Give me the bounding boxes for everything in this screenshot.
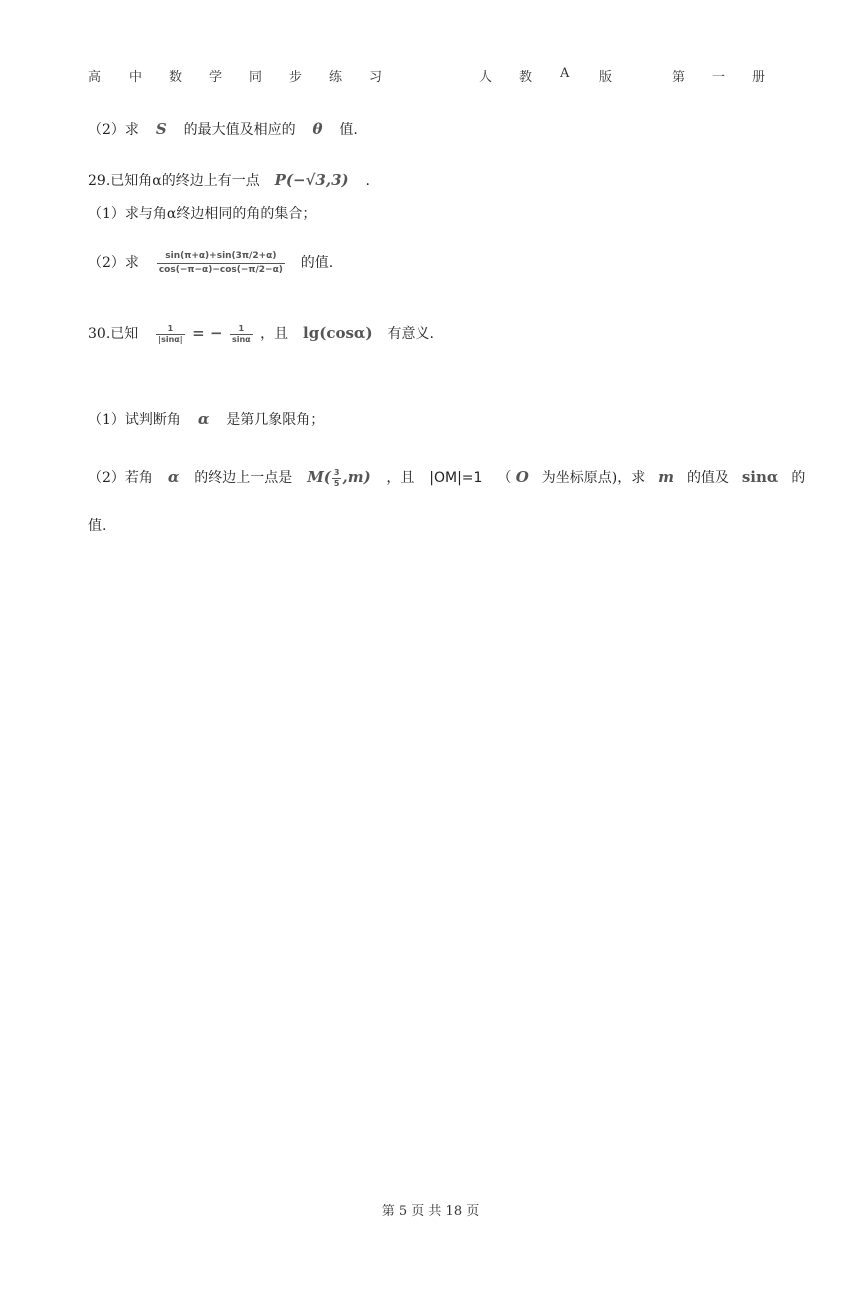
- q28-var-s: S: [155, 120, 167, 138]
- q30-part2-end2: 值.: [88, 518, 107, 534]
- header-char: 人: [479, 70, 493, 85]
- q30-eq-mid: = −: [192, 324, 223, 342]
- header-char: 中: [129, 70, 143, 85]
- q30-stem: [88, 315, 434, 352]
- header-char: 一: [712, 70, 726, 85]
- q30-stem-label: 30.已知: [88, 326, 139, 342]
- q30-part2-continued: [88, 516, 106, 536]
- q30-part2-mid1: 的终边上一点是: [194, 470, 293, 486]
- q29-stem: [88, 170, 370, 191]
- q29-part2: [88, 244, 333, 282]
- q30-right-den: sinα: [231, 334, 251, 344]
- q29-fraction-denominator: cos(−π−α)−cos(−π/2−α): [158, 264, 283, 275]
- q29-fraction: [157, 250, 285, 277]
- q30-point-tail: ,m): [342, 468, 371, 486]
- q30-part1: [88, 409, 324, 430]
- q30-part2-label: （2）若角: [88, 470, 153, 486]
- header-char: 数: [169, 70, 183, 85]
- q30-part1-label: （1）试判断角: [88, 412, 181, 428]
- q30-m-var: m: [658, 468, 675, 486]
- q30-right-fraction: [230, 324, 253, 345]
- header-char: 册: [752, 70, 766, 85]
- q30-stem-end: 有意义.: [387, 326, 434, 342]
- header-char: 习: [369, 70, 383, 85]
- q30-om-expr: |OM|=1: [429, 470, 483, 486]
- header-char: A: [560, 66, 570, 81]
- q29-part1: [88, 204, 316, 224]
- q29-part1-text: （1）求与角α终边相同的角的集合；: [88, 206, 317, 222]
- header-char: 教: [519, 70, 533, 85]
- q30-left-num: 1: [167, 323, 174, 333]
- q29-part2-label: （2）求: [88, 255, 139, 271]
- q30-part2-var: α: [167, 468, 180, 486]
- q29-stem-end: .: [365, 173, 370, 189]
- q30-left-fraction: [156, 324, 185, 345]
- header-char: 同: [249, 70, 263, 85]
- page-header: [88, 66, 768, 86]
- q28-part2-mid: 的最大值及相应的: [183, 122, 296, 138]
- q29-part2-end: 的值.: [300, 255, 334, 271]
- q30-point-fraction: [332, 468, 342, 489]
- header-char: 学: [209, 70, 223, 85]
- q30-point-num: 3: [333, 467, 340, 477]
- q30-part1-var: α: [197, 410, 210, 428]
- q30-sin-expr: sinα: [741, 468, 779, 486]
- q30-part2-end1: 的: [791, 470, 806, 486]
- q30-log-expr: lg(cosα): [303, 324, 373, 342]
- header-char: 练: [329, 70, 343, 85]
- q29-stem-text: 29.已知角α的终边上有一点: [88, 173, 260, 189]
- header-char: 版: [599, 70, 613, 85]
- header-char: 步: [289, 70, 303, 85]
- q30-stem-comma: ，且: [260, 326, 289, 342]
- q30-part2-mid2: ，且: [386, 470, 415, 486]
- q30-point-m-head: M(: [307, 468, 331, 486]
- q29-point: P(−√3,3): [274, 171, 349, 189]
- header-char: 高: [88, 70, 102, 85]
- q30-part1-end: 是第几象限角；: [226, 412, 325, 428]
- q30-origin-var: O: [515, 468, 529, 486]
- q30-point-m: [307, 468, 376, 486]
- q30-part2-mid3: 的值及: [686, 470, 729, 486]
- q29-fraction-numerator: sin(π+α)+sin(3π/2+α): [165, 250, 277, 261]
- page-footer: 第 5 页 共 18 页: [381, 1204, 480, 1219]
- q28-part2-end: 值.: [339, 122, 358, 138]
- q30-paren-open: （: [497, 470, 512, 486]
- q28-part2-label: （2）求: [88, 122, 139, 138]
- q30-left-den: |sinα|: [158, 334, 183, 344]
- q30-part2: [88, 462, 805, 493]
- header-char: 第: [672, 70, 686, 85]
- q28-var-theta: θ: [312, 120, 323, 138]
- q28-part2: [88, 119, 358, 140]
- q30-point-den: 5: [333, 478, 340, 488]
- q30-origin-text: 为坐标原点)，求: [541, 470, 646, 486]
- q30-right-num: 1: [238, 323, 245, 333]
